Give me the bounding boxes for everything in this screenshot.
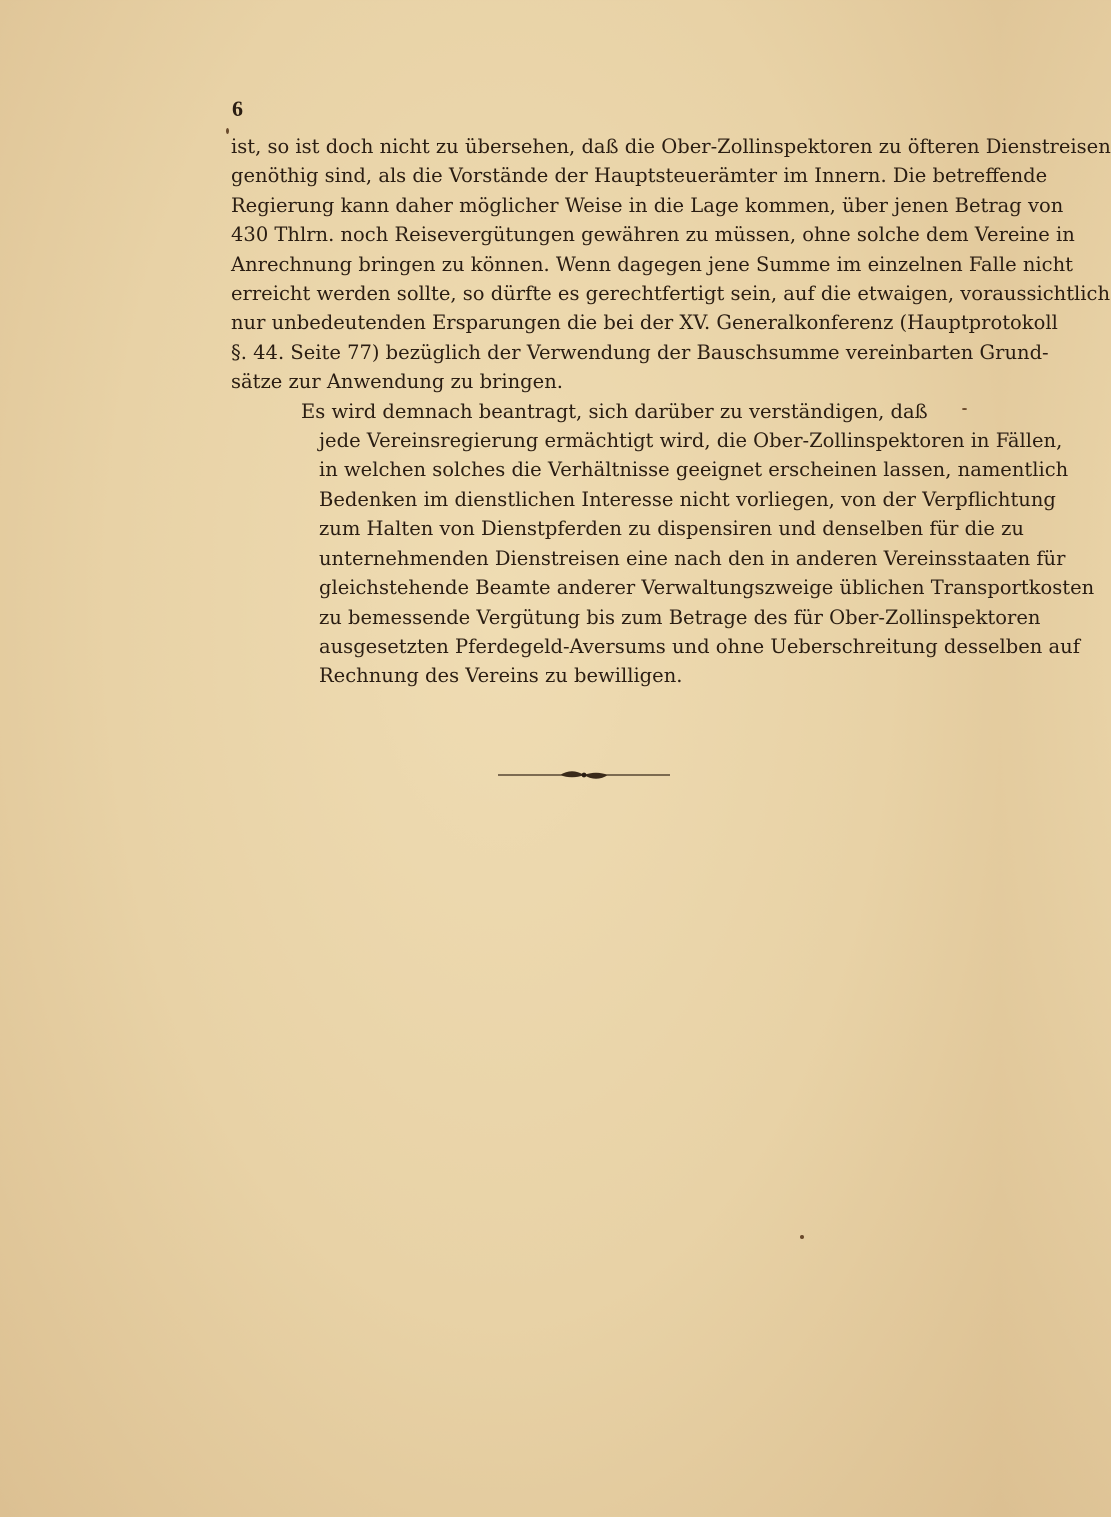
- resolution-block: [231, 426, 1095, 691]
- text-line: Anrechnung bringen zu können. Wenn dagegen jene Summe im einzelnen Falle nicht: [231, 252, 1073, 276]
- text-line: nur unbedeutenden Ersparungen die bei der XV. Generalkonferenz (Hauptprotokoll: [231, 311, 1058, 335]
- page-number: 6: [232, 96, 243, 121]
- text-line: §. 44. Seite 77) bezüglich der Verwendung der Bauschsumme vereinbarten Grund-: [231, 340, 1049, 364]
- text-line: ist, so ist doch nicht zu übersehen, daß die Ober-Zollinspektoren zu öfteren Dienstreisen: [231, 135, 1111, 158]
- text-line: Regierung kann daher möglicher Weise in die Lage kommen, über jenen Betrag von: [231, 193, 1064, 217]
- text-line: genöthig sind, als die Vorstände der Hauptsteuerämter im Innern. Die betreffende: [231, 164, 1048, 188]
- body-text: [231, 132, 1111, 691]
- paragraph-2: [231, 397, 951, 426]
- ornamental-divider: [498, 767, 670, 783]
- ink-speck: [226, 128, 229, 134]
- text-line: in welchen solches die Verhältnisse geeignet erscheinen lassen, namentlich: [319, 458, 1069, 482]
- text-line: unternehmenden Dienstreisen eine nach den in anderen Vereinsstaaten für: [319, 546, 1066, 570]
- ink-speck: [962, 408, 967, 410]
- text-line: erreicht werden sollte, so dürfte es gerechtfertigt sein, auf die etwaigen, voraussichtlich: [231, 282, 1111, 306]
- text-line: jede Vereinsregierung ermächtigt wird, die Ober-Zollinspektoren in Fällen,: [319, 429, 1063, 453]
- text-line: ausgesetzten Pferdegeld-Aversums und ohne Ueberschreitung desselben auf: [319, 634, 1080, 658]
- text-line: sätze zur Anwendung zu bringen.: [231, 370, 563, 394]
- text-line: Es wird demnach beantragt, sich darüber zu verständigen, daß: [301, 399, 928, 423]
- ink-speck: [800, 1235, 804, 1239]
- text-line: zum Halten von Dienstpferden zu dispensiren und denselben für die zu: [319, 517, 1024, 541]
- text-line: 430 Thlrn. noch Reisevergütungen gewähren zu müssen, ohne solche dem Vereine in: [231, 223, 1075, 247]
- text-line: gleichstehende Beamte anderer Verwaltungszweige üblichen Transportkosten: [319, 576, 1095, 600]
- text-line: Bedenken im dienstlichen Interesse nicht vorliegen, von der Verpflichtung: [319, 487, 1056, 511]
- text-line: Rechnung des Vereins zu bewilligen.: [319, 664, 683, 688]
- text-line: zu bemessende Vergütung bis zum Betrage des für Ober-Zollinspektoren: [319, 605, 1041, 629]
- paragraph-1: [231, 132, 1111, 397]
